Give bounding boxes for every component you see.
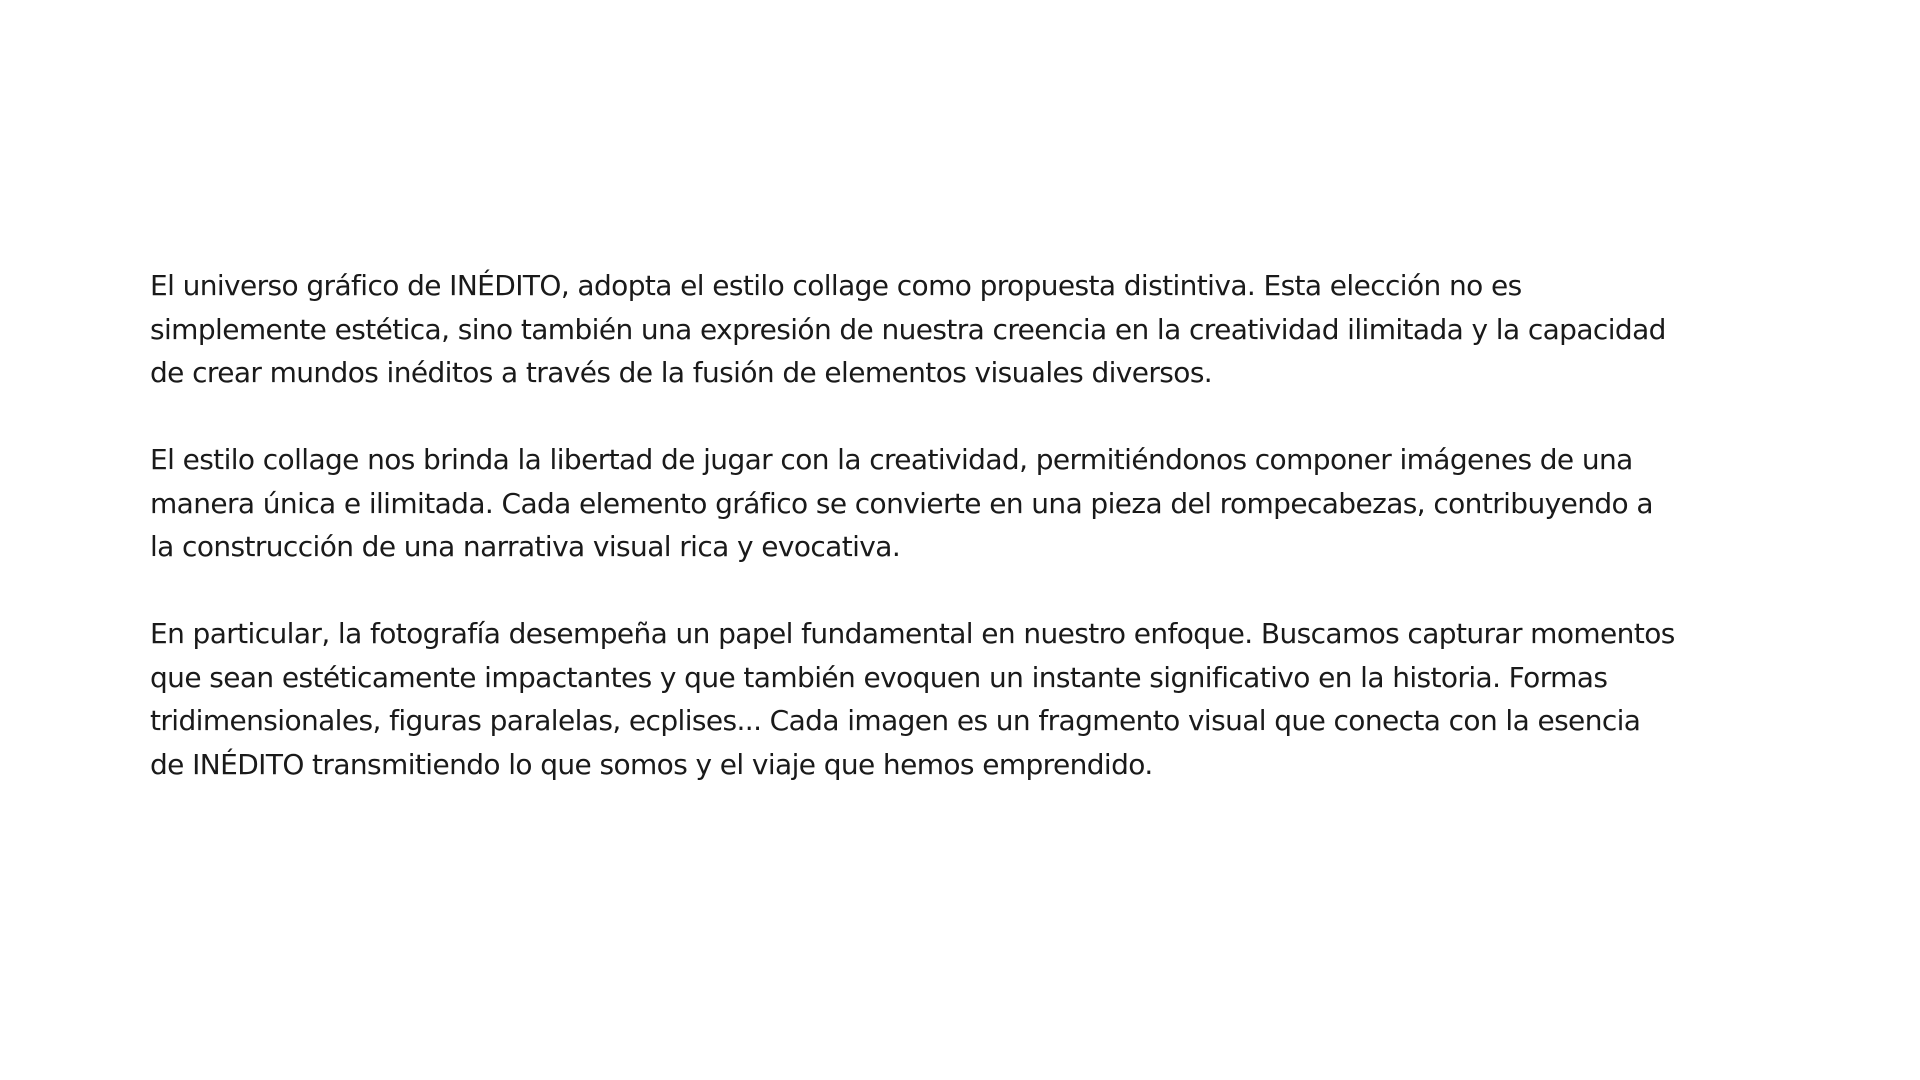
paragraph-line: de crear mundos inéditos a través de la fusión de elementos visuales diversos.	[150, 356, 1213, 389]
paragraph-line: El estilo collage nos brinda la libertad de jugar con la creatividad, permitiéndonos componer imágenes de una	[150, 443, 1633, 476]
body-text	[150, 264, 1710, 786]
paragraph-line: que sean estéticamente impactantes y que también evoquen un instante significativo en la historia. Formas	[150, 660, 1608, 694]
paragraph-line: de INÉDITO transmitiendo lo que somos y el viaje que hemos emprendido.	[150, 747, 1153, 781]
paragraph-spacer	[150, 569, 1710, 613]
paragraph-line: El universo gráfico de INÉDITO, adopta el estilo collage como propuesta distintiva. Esta elección no es	[150, 269, 1522, 302]
paragraph-spacer	[150, 395, 1710, 439]
paragraph-line: tridimensionales, figuras paralelas, ecplises... Cada imagen es un fragmento visual que conecta con la esencia	[150, 704, 1641, 737]
paragraph-line: simplemente estética, sino también una expresión de nuestra creencia en la creatividad ilimitada y la capacidad	[150, 312, 1666, 346]
paragraph-line: manera única e ilimitada. Cada elemento gráfico se convierte en una pieza del rompecabezas, contribuyendo a	[150, 486, 1653, 520]
paragraph-line: la construcción de una narrativa visual rica y evocativa.	[150, 530, 901, 563]
paragraph-3	[150, 612, 1710, 786]
paragraph-2	[150, 438, 1710, 569]
paragraph-1	[150, 264, 1710, 395]
paragraph-line: En particular, la fotografía desempeña un papel fundamental en nuestro enfoque. Buscamos capturar momentos	[150, 617, 1675, 650]
